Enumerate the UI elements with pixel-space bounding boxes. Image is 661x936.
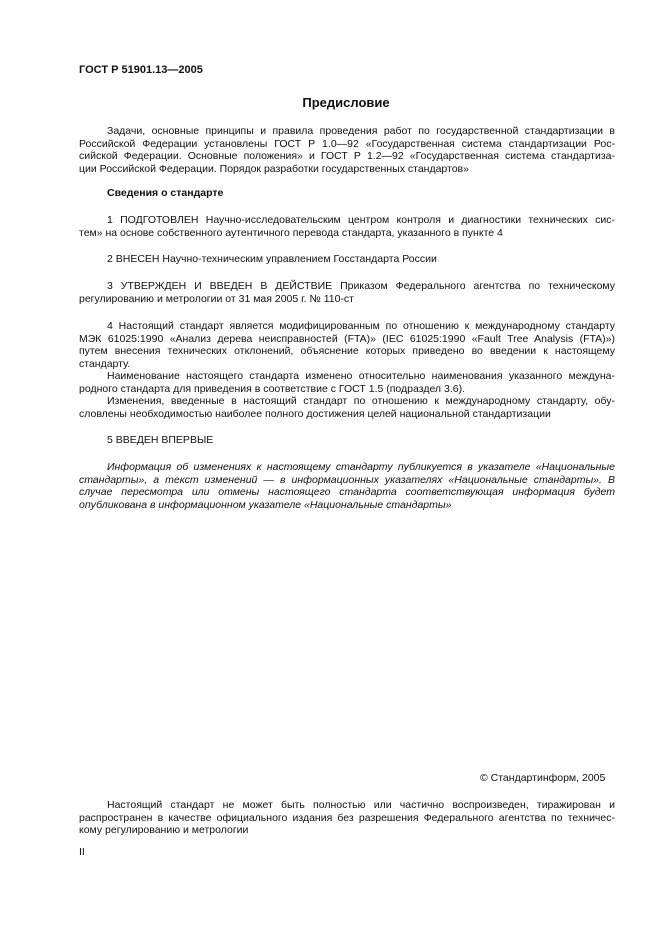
item-2-line: 2 ВНЕСЕН Научно-техническим управлением Госстандарта России xyxy=(107,253,437,265)
item-4-naming-line: Наименование настоящего стандарта изменено относительно наименования указанного междуна- xyxy=(107,370,615,382)
item-5-line: 5 ВВЕДЕН ВПЕРВЫЕ xyxy=(107,434,214,446)
item-4-naming-paragraph xyxy=(79,370,615,395)
info-note-line: стандарты», а текст изменений — в информационных указателях «Национальные стандарты». В xyxy=(79,473,615,486)
footer-note-line: Настоящий стандарт не может быть полностью или частично воспроизведен, тиражирован и xyxy=(107,799,615,811)
item-4-line: стандарту. xyxy=(79,357,131,370)
item-1-paragraph xyxy=(79,214,615,239)
intro-line: Задачи, основные принципы и правила проведения работ по государственной стандартизации в xyxy=(107,125,615,137)
info-note-paragraph xyxy=(79,461,615,511)
intro-line: Российской Федерации установлены ГОСТ Р 1.0—92 «Государственная система стандартизации Рос- xyxy=(79,137,615,150)
page-number: II xyxy=(79,846,85,858)
item-3-line: 3 УТВЕРЖДЕН И ВВЕДЕН В ДЕЙСТВИЕ Приказом Федерального агентства по техническому xyxy=(107,280,615,292)
item-1-line: 1 ПОДГОТОВЛЕН Научно-исследовательским центром контроля и диагностики технических сис- xyxy=(107,214,615,226)
info-note-line: Информация об изменениях к настоящему стандарту публикуется в указателе «Национальные xyxy=(107,461,615,473)
item-4-changes-line: словлены необходимостью наиболее полного достижения целей национальной стандартизации xyxy=(79,407,551,420)
section-heading: Сведения о стандарте xyxy=(107,187,224,199)
footer-note-line: кому регулированию и метрологии xyxy=(79,824,249,837)
item-4-naming-line: родного стандарта для приведения в соответствие с ГОСТ 1.5 (подраздел 3.6). xyxy=(79,382,465,395)
item-1-line: тем» на основе собственного аутентичного перевода стандарта, указанного в пункте 4 xyxy=(79,226,503,239)
intro-line: сийской Федерации. Основные положения» и ГОСТ Р 1.2—92 «Государственная система стандартиза- xyxy=(79,150,615,163)
footer-note-paragraph xyxy=(79,799,615,837)
item-4-changes-line: Изменения, введенные в настоящий стандарт по отношению к международному стандарту, обу- xyxy=(107,395,615,407)
item-4-line: путем внесения технических отклонений, объяснение которых приведено во введении к настоящему xyxy=(79,345,615,358)
info-note-line: опубликована в информационном указателе «Национальные стандарты» xyxy=(79,498,452,511)
document-header: ГОСТ Р 51901.13—2005 xyxy=(79,64,203,76)
copyright-notice: © Стандартинформ, 2005 xyxy=(480,772,606,784)
info-note-line: случае пересмотра или отмены настоящего стандарта соответствующая информация будет xyxy=(79,486,615,499)
footer-note-line: распространен в качестве официального издания без разрешения Федерального агентства по техничес- xyxy=(79,811,615,824)
item-4-line: МЭК 61025:1990 «Анализ дерева неисправностей (FTA)» (IEC 61025:1990 «Fault Tree Analysis (FTA)») xyxy=(79,332,615,345)
intro-line: ции Российской Федерации. Порядок разработки государственных стандартов» xyxy=(79,162,469,175)
intro-paragraph xyxy=(79,125,615,175)
item-3-paragraph xyxy=(79,280,615,305)
item-4-line: 4 Настоящий стандарт является модифицированным по отношению к международному стандарту xyxy=(107,320,615,332)
item-4-paragraph xyxy=(79,320,615,370)
item-3-line: регулированию и метрологии от 31 мая 2005 г. № 110-ст xyxy=(79,292,354,305)
item-2-paragraph xyxy=(79,253,615,266)
item-5-paragraph xyxy=(79,434,615,447)
item-4-changes-paragraph xyxy=(79,395,615,420)
page-title: Предисловие xyxy=(302,95,390,110)
